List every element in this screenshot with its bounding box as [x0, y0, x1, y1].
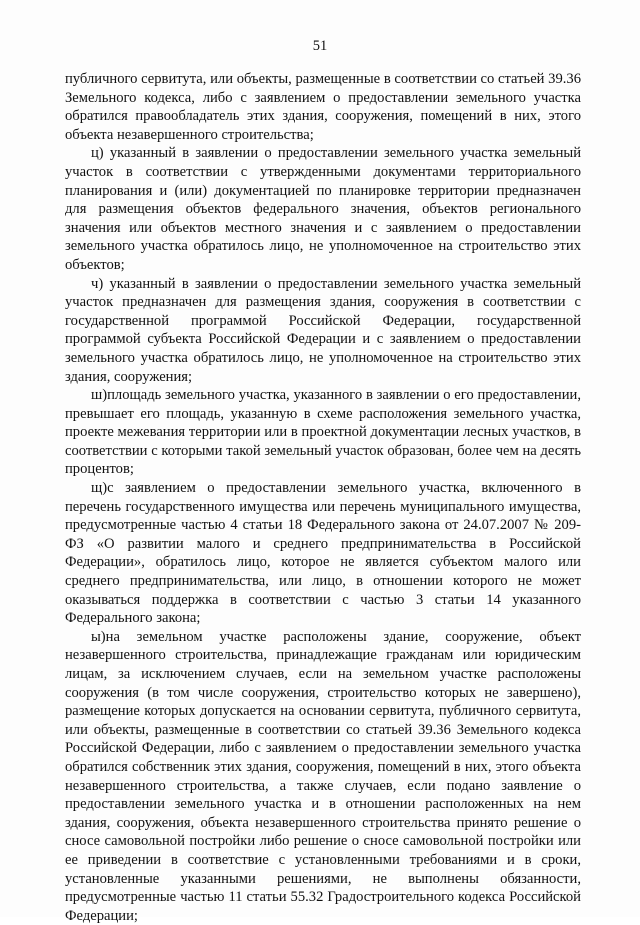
page-number: 51	[312, 38, 328, 54]
document-body	[65, 70, 581, 925]
paragraph-item-ts: ц) указанный в заявлении о предоставлении земельного участка земельный участок в соответствии с утвержденными документами территориального планирования и (или) документацией по планировке территории предназначен для размещения объектов федерального значения, объектов регионального значения или объектов местного значения и с заявлением о предоставлении земельного участка обратилось лицо, не уполномоченное на строительство этих объектов;	[65, 145, 581, 273]
paragraph-continuation: публичного сервитута, или объекты, размещенные в соответствии со статьей 39.36 Земельного кодекса, либо с заявлением о предоставлении земельного участка обратился правообладатель этих здания, сооружения, помещений в них, этого объекта незавершенного строительства;	[65, 71, 581, 143]
paragraph-item-y: ы)на земельном участке расположены здание, сооружение, объект незавершенного строительства, принадлежащие гражданам или юридическим лицам, за исключением случаев, если на земельном участке расположены сооружения (в том числе сооружения, строительство которых не завершено), размещение которых допускается на основании сервитута, публичного сервитута, или объекты, размещенные в соответствии со статьей 39.36 Земельного кодекса Российской Федерации, либо с заявлением о предоставлении земельного участка обратился собственник этих здания, сооружения, помещений в них, этого объекта незавершенного строительства, а также случаев, если подано заявление о предоставлении земельного участка и в отношении расположенных на нем здания, сооружения, объекта незавершенного строительства принято решение о сносе самовольной постройки либо решение о сносе самовольной постройки или ее приведении в соответствие с установленными требованиями и в сроки, установленные указанными решениями, не выполнены обязанности, предусмотренные частью 11 статьи 55.32 Градостроительного кодекса Российской Федерации;	[65, 628, 581, 924]
paragraph-item-ch: ч) указанный в заявлении о предоставлении земельного участка земельный участок предназначен для размещения здания, сооружения в соответствии с государственной программой Российской Федерации, государственной программой субъекта Российской Федерации и с заявлением о предоставлении земельного участка обратилось лицо, не уполномоченное на строительство этих здания, сооружения;	[65, 275, 581, 385]
paragraph-item-sh: ш)площадь земельного участка, указанного в заявлении о его предоставлении, превышает его площадь, указанную в схеме расположения земельного участка, проекте межевания территории или в проектной документации лесных участков, в соответствии с которыми такой земельный участок образован, более чем на десять процентов;	[65, 387, 581, 478]
paragraph-item-shch: щ)с заявлением о предоставлении земельного участка, включенного в перечень государственного имущества или перечень муниципального имущества, предусмотренные частью 4 статьи 18 Федерального закона от 24.07.2007 № 209-ФЗ «О развитии малого и среднего предпринимательства в Российской Федерации», обратилось лицо, которое не является субъектом малого или среднего предпринимательства, или лицо, в отношении которого не может оказываться поддержка в соответствии с частью 3 статьи 14 указанного Федерального закона;	[65, 480, 581, 627]
